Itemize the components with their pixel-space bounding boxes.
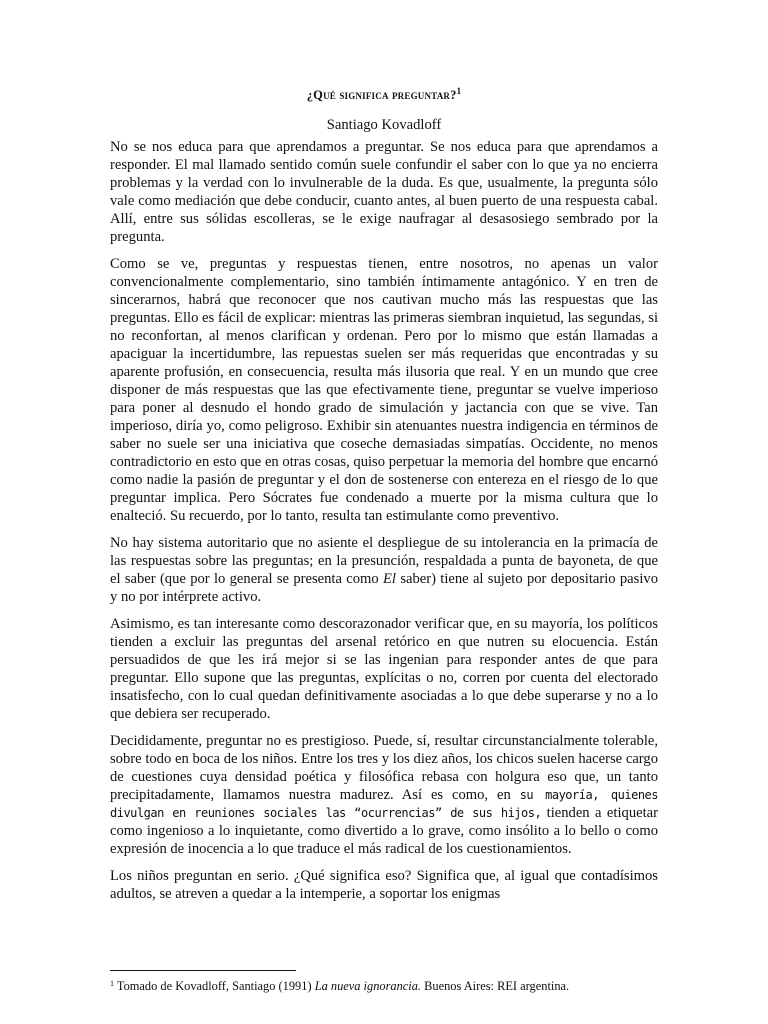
paragraph-5-text-a: Decididamente, preguntar no es prestigioso. Puede, sí, resultar circunstancialmente tolerable, sobre todo en boca de los niños. Entre los tres y los diez años, los chicos suelen hacerse cargo de cuestiones cuya densidad poética y filosófica rebasa con holgura eso que, un tanto precipitadamente, llamamos nuestra madurez. Así es como, en [110,733,658,803]
paragraph-2: Como se ve, preguntas y respuestas tienen, entre nosotros, no apenas un valor convencionalmente complementario, sino también íntimamente antagónico. Y en tren de sincerarnos, habrá que reconocer que nos cautivan mucho más las respuestas que las preguntas. Ello es fácil de explicar: mientras las primeras siembran inquietud, las segundas, si no reconfortan, al menos clarifican y ordenan. Pero por lo mismo que están llamadas a apaciguar la incertidumbre, las repuestas suelen ser más requeridas que encontradas y su aparente profusión, en consecuencia, resulta más ilusoria que real. Y en un mundo que cree disponer de más respuestas que las que efectivamente tiene, preguntar se vuelve imperioso para poner al desnudo el hondo grado de simulación y jactancia con que se vive. Tan imperioso, diría yo, como peligroso. Exhibir sin atenuantes nuestra indigencia en términos de saber no suele ser una iniciativa que coseche demasiadas simpatías. Occidente, no menos contradictorio en esto que en otras cosas, quiso perpetuar la memoria del hombre que encarnó como nadie la pasión de preguntar y el don de sostenerse con entereza en el riesgo de lo que preguntar implica. Pero Sócrates fue condenado a muerte por la misma cultura que lo enalteció. Su recuerdo, por lo tanto, resulta tan estimulante como preventivo. [110,256,658,524]
footnote-divider [110,970,296,971]
footnote [110,978,658,994]
paragraph-1: No se nos educa para que aprendamos a preguntar. Se nos educa para que aprendamos a responder. El mal llamado sentido común suele confundir el saber con lo que ya no encierra problemas y la verdad con lo invulnerable de la duda. Es que, usualmente, la pregunta sólo vale como mediación que debe conducir, cuanto antes, al buen puerto de una respuesta cabal. Allí, entre sus sólidas escolleras, se le exige naufragar al desasosiego sembrado por la pregunta. [110,139,658,245]
footnote-text-b: Buenos Aires: REI argentina. [421,979,570,993]
paragraph-5-text-b: tienden a etiquetar como ingenioso a lo inquietante, como divertido a lo grave, como insólito a lo bello o como expresión de inocencia a lo que traduce el más radical de los cuestionamientos. [110,805,658,857]
document-body [110,86,658,912]
footnote-text-a: Tomado de Kovadloff, Santiago (1991) [116,979,315,993]
page-title [110,86,658,104]
footnote-book-title: La nueva ignorancia. [314,979,422,993]
paragraph-6: Los niños preguntan en serio. ¿Qué significa eso? Significa que, al igual que contadísimos adultos, se atreven a quedar a la intemperie, a soportar los enigmas [110,868,658,902]
paragraph-3-text-b: saber) tiene al sujeto por depositario pasivo y no por intérprete activo. [110,571,658,605]
paragraph-3 [110,534,658,606]
footnote-number: 1 [110,979,114,988]
paragraph-3-italic: El [383,571,396,587]
paragraph-3-text-a: No hay sistema autoritario que no asiente el despliegue de su intolerancia en la primacía de las respuestas sobre las preguntas; en la presunción, respaldada a punta de bayoneta, de que el saber (que por lo general se presenta como [110,535,658,587]
paragraph-4: Asimismo, es tan interesante como descorazonador verificar que, en su mayoría, los políticos tienden a excluir las preguntas del arsenal retórico en que nutren su elocuencia. Están persuadidos de que les irá mejor si se las ingenian para responder antes de que para preguntar. Ello supone que las preguntas, explícitas o no, corren por cuenta del electorado insatisfecho, con lo cual quedan definitivamente asociadas a lo que debe superarse y no a lo que debiera ser recuperado. [110,616,658,722]
author-name: Santiago Kovadloff [326,117,442,133]
footnote-marker: 1 [456,86,462,96]
paragraph-5-mono-run: su mayoría, quienes divulgan en reuniones sociales las “ocurrencias” de sus hijos, [110,788,658,820]
paragraph-5 [110,732,658,858]
title-text: ¿Qué significa preguntar? [306,88,457,102]
